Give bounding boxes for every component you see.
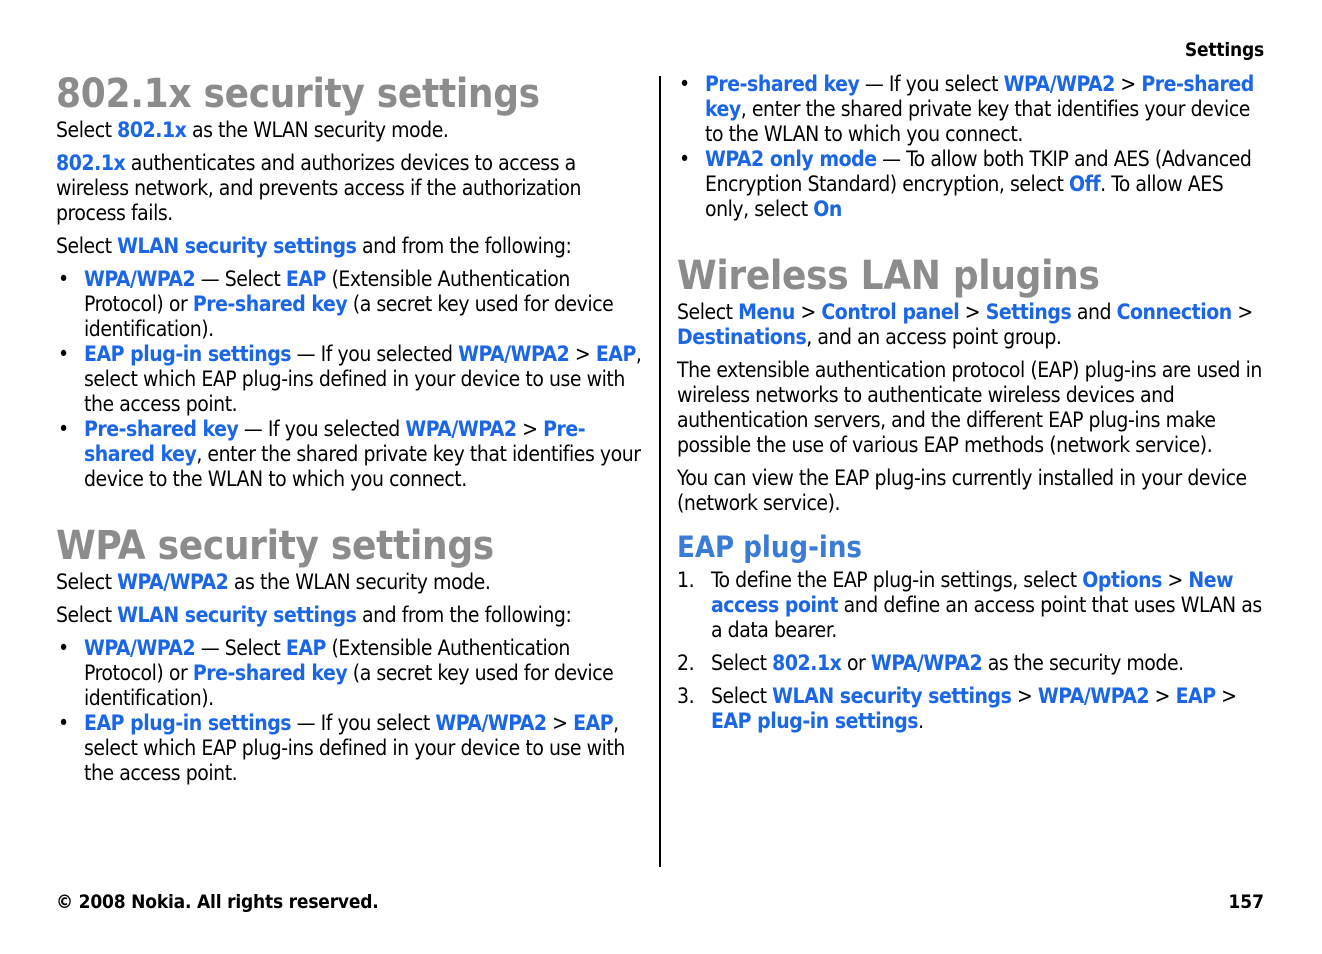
link-wpa-wpa2[interactable]: WPA/WPA2	[870, 651, 983, 675]
list-item-wpa-wpa2: • WPA/WPA2 — Select EAP (Extensible Authentication Protocol) or Pre-shared key (a secret key used for device identification).	[56, 636, 646, 711]
link-options[interactable]: Options	[1082, 568, 1162, 592]
link-settings[interactable]: Settings	[985, 300, 1072, 324]
link-pre-shared-key[interactable]: Pre-shared key	[705, 72, 860, 96]
link-eap[interactable]: EAP	[595, 342, 636, 366]
right-column	[677, 72, 1267, 742]
link-eap[interactable]: EAP	[573, 711, 614, 735]
link-pre-shared-key[interactable]: Pre-shared key	[705, 72, 1254, 121]
link-wlan-security-settings[interactable]: WLAN security settings	[772, 684, 1012, 708]
column-divider	[659, 76, 661, 867]
paragraph-eap-description: The extensible authentication protocol (EAP) plug-ins are used in wireless networks to authenticate wireless devices and authentication servers, and the different EAP plug-ins make possible the use of various EAP methods (network service).	[677, 358, 1262, 457]
footer-page-number: 157	[1228, 891, 1264, 913]
paragraph-select-wlan-settings: Select WLAN security settings and from the following:	[56, 603, 572, 627]
subheading-eap-plugins: EAP plug-ins	[677, 530, 862, 564]
link-destinations[interactable]: Destinations	[677, 325, 807, 349]
link-8021x[interactable]: 802.1x	[56, 151, 126, 175]
link-pre-shared-key[interactable]: Pre-shared key	[84, 417, 586, 466]
link-8021x[interactable]: 802.1x	[117, 118, 187, 142]
link-wlan-security-settings[interactable]: WLAN security settings	[117, 234, 357, 258]
link-wpa-wpa2[interactable]: WPA/WPA2	[84, 267, 196, 291]
link-control-panel[interactable]: Control panel	[821, 300, 960, 324]
link-wpa-wpa2[interactable]: WPA/WPA2	[1037, 684, 1150, 708]
option-list-wpa	[56, 636, 646, 786]
link-eap-plugin-settings[interactable]: EAP plug-in settings	[711, 709, 919, 733]
paragraph-menu-path: Select Menu > Control panel > Settings and Connection > Destinations, and an access point group.	[677, 300, 1253, 349]
paragraph-8021x-description: 802.1x authenticates and authorizes devices to access a wireless network, and prevents access if the authorization process fails.	[56, 151, 582, 225]
link-pre-shared-key[interactable]: Pre-shared key	[84, 417, 239, 441]
heading-wireless-lan-plugins: Wireless LAN plugins	[677, 253, 1100, 299]
link-wpa-wpa2[interactable]: WPA/WPA2	[1003, 72, 1115, 96]
list-item-eap-plugin-settings: • EAP plug-in settings — If you selected WPA/WPA2 > EAP, select which EAP plug-ins defined in your device to use with the access point.	[56, 342, 646, 417]
link-eap-plugin-settings[interactable]: EAP plug-in settings	[84, 711, 292, 735]
link-wpa2-only-mode[interactable]: WPA2 only mode	[705, 147, 877, 171]
link-connection[interactable]: Connection	[1116, 300, 1232, 324]
heading-wpa-security-settings: WPA security settings	[56, 523, 494, 569]
option-list-8021x	[56, 267, 646, 492]
link-pre-shared-key[interactable]: Pre-shared key	[192, 292, 348, 316]
link-eap-plugin-settings[interactable]: EAP plug-in settings	[84, 342, 292, 366]
paragraph-select-wlan-settings: Select WLAN security settings and from the following:	[56, 234, 572, 258]
link-eap[interactable]: EAP	[285, 267, 326, 291]
link-off[interactable]: Off	[1068, 172, 1101, 196]
link-on[interactable]: On	[813, 197, 842, 221]
left-column	[56, 70, 646, 794]
list-item-wpa-wpa2: • WPA/WPA2 — Select EAP (Extensible Authentication Protocol) or Pre-shared key (a secret key used for device identification).	[56, 267, 646, 342]
list-item-wpa2-only-mode: • WPA2 only mode — To allow both TKIP and AES (Advanced Encryption Standard) encryption, select Off. To allow AES only, select On	[677, 147, 1267, 222]
paragraph-view-plugins: You can view the EAP plug-ins currently installed in your device (network service).	[677, 466, 1247, 515]
link-wpa-wpa2[interactable]: WPA/WPA2	[405, 417, 517, 441]
step-item: 1. To define the EAP plug-in settings, select Options > New access point and define an access point that uses WLAN as a data bearer.	[677, 568, 1262, 642]
list-item-pre-shared-key: • Pre-shared key — If you select WPA/WPA2 > Pre-shared key, enter the shared private key that identifies your device to the WLAN to which you connect.	[677, 72, 1267, 147]
link-eap[interactable]: EAP	[1175, 684, 1216, 708]
link-menu[interactable]: Menu	[738, 300, 795, 324]
option-list-wpa-continued	[677, 72, 1267, 222]
header-section-label: Settings	[1184, 39, 1264, 61]
link-wpa-wpa2[interactable]: WPA/WPA2	[117, 570, 229, 594]
link-eap[interactable]: EAP	[285, 636, 326, 660]
link-wpa-wpa2[interactable]: WPA/WPA2	[458, 342, 570, 366]
link-wpa-wpa2[interactable]: WPA/WPA2	[435, 711, 547, 735]
paragraph-select-wpa: Select WPA/WPA2 as the WLAN security mode.	[56, 570, 491, 594]
link-new-access-point[interactable]: New access point	[711, 568, 1234, 617]
footer-copyright: © 2008 Nokia. All rights reserved.	[56, 891, 379, 913]
list-item-eap-plugin-settings: • EAP plug-in settings — If you select WPA/WPA2 > EAP, select which EAP plug-ins defined in your device to use with the access point.	[56, 711, 646, 786]
steps-list	[677, 568, 1267, 734]
link-8021x[interactable]: 802.1x	[772, 651, 842, 675]
step-item: 3. Select WLAN security settings > WPA/WPA2 > EAP > EAP plug-in settings.	[677, 684, 1237, 733]
link-wlan-security-settings[interactable]: WLAN security settings	[117, 603, 357, 627]
paragraph-select-8021x: Select 802.1x as the WLAN security mode.	[56, 118, 449, 142]
list-item-pre-shared-key: • Pre-shared key — If you selected WPA/WPA2 > Pre-shared key, enter the shared private key that identifies your device to the WLAN to which you connect.	[56, 417, 646, 492]
step-item: 2. Select 802.1x or WPA/WPA2 as the security mode.	[677, 651, 1184, 675]
link-wpa-wpa2[interactable]: WPA/WPA2	[84, 636, 196, 660]
link-pre-shared-key[interactable]: Pre-shared key	[192, 661, 348, 685]
heading-8021x-security-settings: 802.1x security settings	[56, 71, 540, 117]
